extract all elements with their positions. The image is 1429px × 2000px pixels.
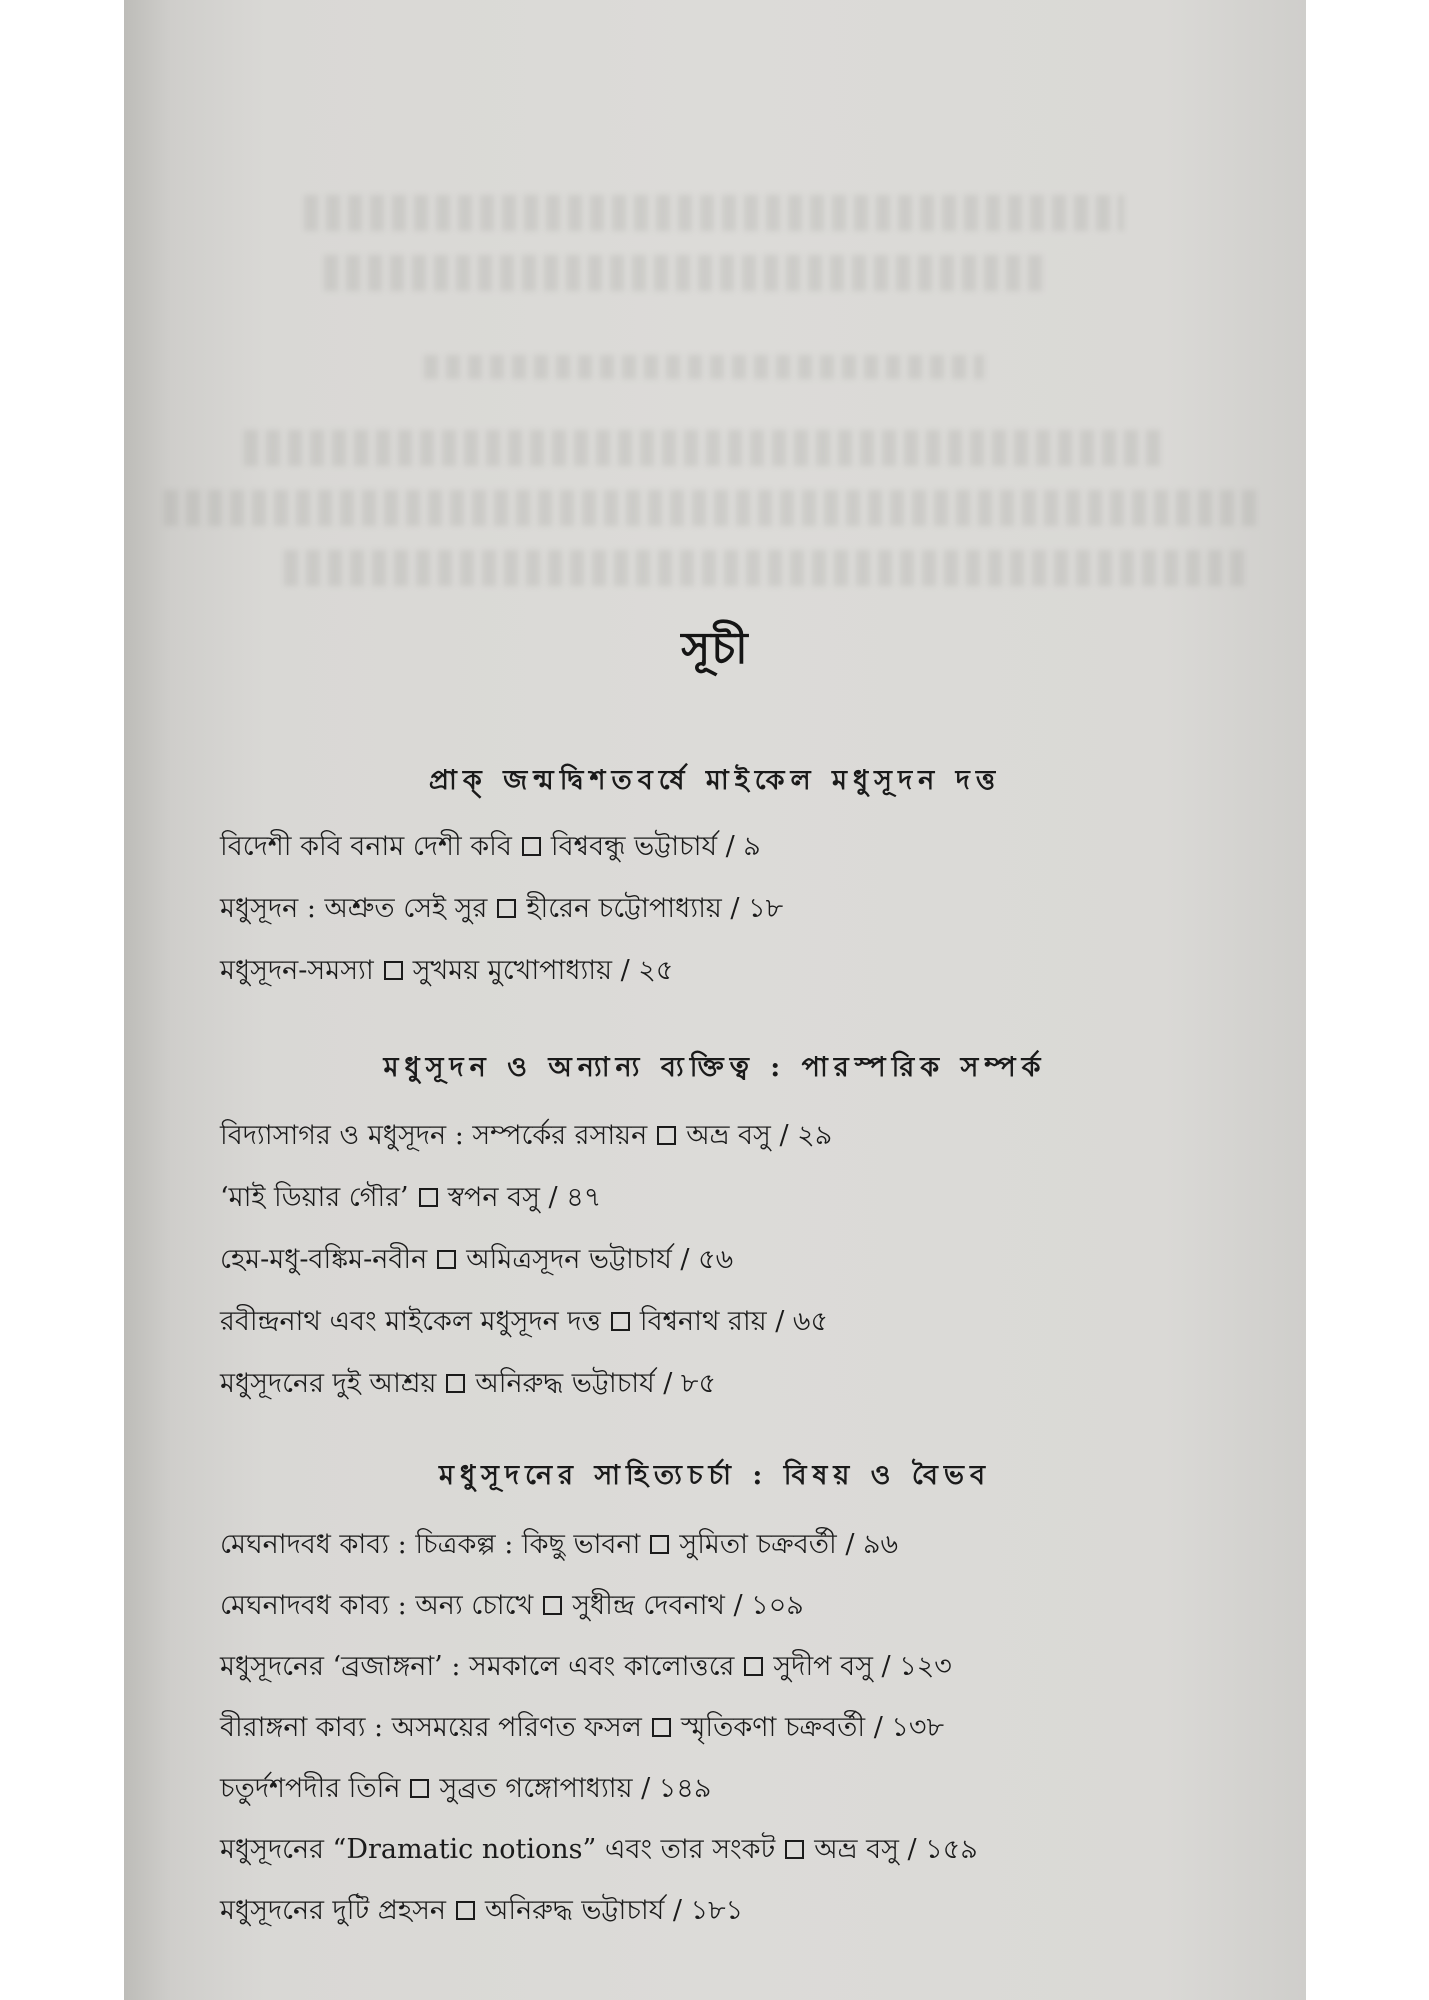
entry-author: অভ্র বসু: [814, 1834, 899, 1865]
toc-entry: মধুসূদনের দুটি প্রহসন অনিরুদ্ধ ভট্টাচার্য / ১৮১: [220, 1895, 744, 1926]
toc-entry: বিদেশী কবি বনাম দেশী কবি বিশ্ববন্ধু ভট্টাচার্য / ৯: [220, 831, 761, 862]
toc-entry: মধুসূদন-সমস্যা সুখময় মুখোপাধ্যায় / ২৫: [220, 955, 674, 986]
entry-title: রবীন্দ্রনাথ এবং মাইকেল মধুসূদন দত্ত: [220, 1306, 601, 1337]
entry-author: স্বপন বসু: [447, 1182, 540, 1213]
separator-square-icon: [611, 1312, 630, 1331]
entry-title: মধুসূদন-সমস্যা: [220, 955, 374, 986]
toc-entry: বিদ্যাসাগর ও মধুসূদন : সম্পর্কের রসায়ন অভ্র বসু / ২৯: [220, 1120, 833, 1151]
show-through-text: [244, 430, 1164, 466]
separator-square-icon: [522, 837, 541, 856]
section-heading: মধুসূদন ও অন্যান্য ব্যক্তিত্ব : পারস্পরিক সম্পর্ক: [383, 1052, 1047, 1083]
toc-entry: মধুসূদনের ‘ব্রজাঙ্গনা’ : সমকালে এবং কালোত্তরে সুদীপ বসু / ১২৩: [220, 1651, 952, 1682]
entry-page: ১০৯: [751, 1590, 804, 1621]
entry-author: সুদীপ বসু: [773, 1651, 873, 1682]
entry-page: ২৫: [638, 955, 674, 986]
toc-entry: চতুর্দশপদীর তিনি সুব্রত গঙ্গোপাধ্যায় / ১৪৯: [220, 1773, 712, 1804]
entry-author: অমিত্রসূদন ভট্টাচার্য: [466, 1244, 672, 1275]
separator-square-icon: [652, 1718, 671, 1737]
entry-title: চতুর্দশপদীর তিনি: [220, 1773, 401, 1804]
entry-page: ১৩৮: [891, 1712, 944, 1743]
entry-author: হীরেন চট্টোপাধ্যায়: [526, 893, 722, 924]
entry-author: স্মৃতিকণা চক্রবর্তী: [680, 1712, 866, 1743]
separator-square-icon: [497, 899, 516, 918]
entry-author: সুব্রত গঙ্গোপাধ্যায়: [439, 1773, 633, 1804]
entry-title: মধুসূদনের দুটি প্রহসন: [220, 1895, 447, 1926]
entry-author: বিশ্ববন্ধু ভট্টাচার্য: [550, 831, 717, 862]
toc-entry: মেঘনাদবধ কাব্য : চিত্রকল্প : কিছু ভাবনা সুমিতা চক্রবর্তী / ৯৬: [220, 1529, 899, 1560]
entry-title: মধুসূদন : অশ্রুত সেই সুর: [220, 893, 488, 924]
section-heading: মধুসূদনের সাহিত্যচর্চা : বিষয় ও বৈভব: [438, 1460, 992, 1491]
entry-title: বীরাঙ্গনা কাব্য : অসময়ের পরিণত ফসল: [220, 1712, 642, 1743]
toc-entry: মধুসূদনের দুই আশ্রয় অনিরুদ্ধ ভট্টাচার্য / ৮৫: [220, 1368, 716, 1399]
entry-author: সুখময় মুখোপাধ্যায়: [412, 955, 613, 986]
entry-page: ৬৫: [792, 1306, 828, 1337]
toc-entry: মধুসূদন : অশ্রুত সেই সুর হীরেন চট্টোপাধ্যায় / ১৮: [220, 893, 784, 924]
entry-title: মেঘনাদবধ কাব্য : অন্য চোখে: [220, 1590, 534, 1621]
page-title: সূচী: [681, 623, 749, 674]
entry-page: ৯৬: [863, 1529, 899, 1560]
entry-page: ২৯: [797, 1120, 833, 1151]
show-through-text: [304, 195, 1124, 231]
entry-title: হেম-মধু-বঙ্কিম-নবীন: [220, 1244, 428, 1275]
entry-author: সুধীন্দ্র দেবনাথ: [572, 1590, 725, 1621]
toc-entry: মধুসূদনের “Dramatic notions” এবং তার সংকট অভ্র বসু / ১৫৯: [220, 1834, 978, 1865]
separator-square-icon: [543, 1596, 562, 1615]
entry-author: অনিরুদ্ধ ভট্টাচার্য: [485, 1895, 665, 1926]
separator-square-icon: [437, 1250, 456, 1269]
entry-page: ১৮১: [690, 1895, 744, 1926]
section-heading: প্রাক্ জন্মদ্বিশতবর্ষে মাইকেল মধুসূদন দত্ত: [428, 765, 1002, 796]
separator-square-icon: [456, 1901, 475, 1920]
entry-title: মধুসূদনের ‘ব্রজাঙ্গনা’ : সমকালে এবং কালোত্তরে: [220, 1651, 735, 1682]
entry-author: সুমিতা চক্রবর্তী: [679, 1529, 837, 1560]
entry-page: ১৫৯: [925, 1834, 978, 1865]
entry-title: মেঘনাদবধ কাব্য : চিত্রকল্প : কিছু ভাবনা: [220, 1529, 641, 1560]
show-through-text: [424, 355, 984, 379]
book-page: [124, 0, 1306, 2000]
separator-square-icon: [419, 1188, 438, 1207]
separator-square-icon: [744, 1657, 763, 1676]
entry-page: ৪৭: [566, 1182, 602, 1213]
entry-page: ৮৫: [680, 1368, 716, 1399]
toc-entry: মেঘনাদবধ কাব্য : অন্য চোখে সুধীন্দ্র দেবনাথ / ১০৯: [220, 1590, 804, 1621]
entry-author: বিশ্বনাথ রায়: [639, 1306, 767, 1337]
entry-page: ৫৬: [698, 1244, 734, 1275]
show-through-text: [164, 490, 1264, 526]
toc-entry: বীরাঙ্গনা কাব্য : অসময়ের পরিণত ফসল স্মৃতিকণা চক্রবর্তী / ১৩৮: [220, 1712, 944, 1743]
entry-page: ৯: [743, 831, 761, 862]
separator-square-icon: [410, 1779, 429, 1798]
entry-page: ১৪৯: [658, 1773, 712, 1804]
separator-square-icon: [446, 1374, 465, 1393]
entry-page: ১২৩: [899, 1651, 952, 1682]
separator-square-icon: [657, 1126, 676, 1145]
toc-entry: হেম-মধু-বঙ্কিম-নবীন অমিত্রসূদন ভট্টাচার্য / ৫৬: [220, 1244, 734, 1275]
separator-square-icon: [384, 961, 403, 980]
entry-author: অভ্র বসু: [686, 1120, 771, 1151]
toc-entry: ‘মাই ডিয়ার গৌর’ স্বপন বসু / ৪৭: [220, 1182, 602, 1213]
entry-author: অনিরুদ্ধ ভট্টাচার্য: [475, 1368, 655, 1399]
separator-square-icon: [785, 1840, 804, 1859]
entry-title: ‘মাই ডিয়ার গৌর’: [220, 1182, 409, 1213]
toc-entry: রবীন্দ্রনাথ এবং মাইকেল মধুসূদন দত্ত বিশ্বনাথ রায় / ৬৫: [220, 1306, 828, 1337]
entry-page: ১৮: [748, 893, 784, 924]
entry-title: মধুসূদনের দুই আশ্রয়: [220, 1368, 437, 1399]
entry-title: মধুসূদনের “Dramatic notions” এবং তার সংকট: [220, 1834, 776, 1865]
separator-square-icon: [650, 1535, 669, 1554]
show-through-text: [324, 255, 1044, 291]
entry-title: বিদ্যাসাগর ও মধুসূদন : সম্পর্কের রসায়ন: [220, 1120, 648, 1151]
entry-title: বিদেশী কবি বনাম দেশী কবি: [220, 831, 512, 862]
show-through-text: [284, 550, 1244, 586]
